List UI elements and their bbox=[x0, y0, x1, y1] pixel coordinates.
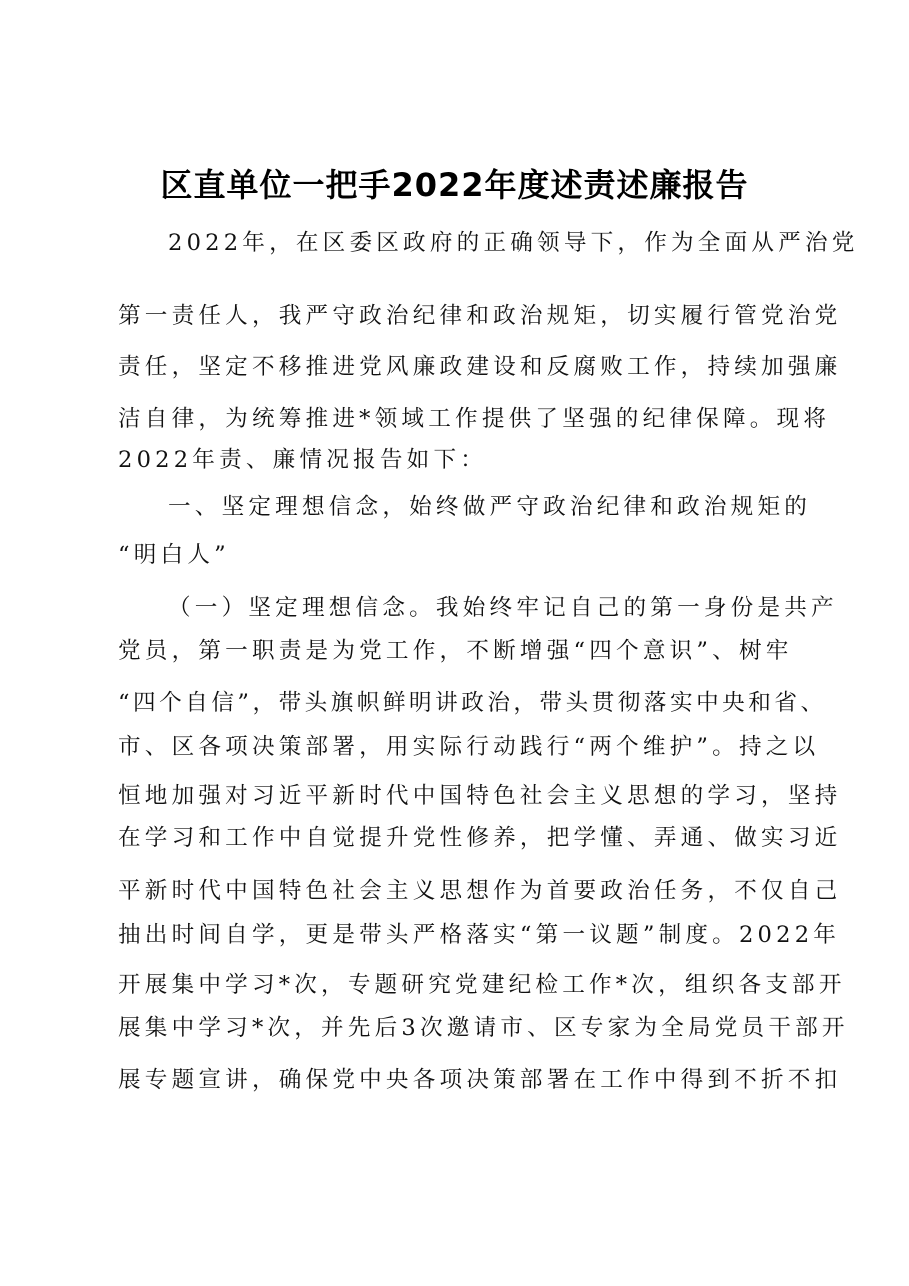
paragraph-line: 市、区各项决策部署，用实际行动践行“两个维护”。持之以 bbox=[118, 734, 820, 760]
paragraph-line: 在学习和工作中自觉提升党性修养，把学懂、弄通、做实习近 bbox=[118, 825, 842, 851]
paragraph-line: 展集中学习*次，并先后3次邀请市、区专家为全局党员干部开 bbox=[118, 1015, 849, 1041]
section-heading-line: “明白人” bbox=[118, 542, 230, 568]
paragraph-line: “四个自信”，带头旗帜鲜明讲政治，带头贯彻落实中央和省、 bbox=[118, 690, 827, 716]
section-heading-line: 一、坚定理想信念，始终做严守政治纪律和政治规矩的 bbox=[168, 494, 812, 520]
paragraph-line: 洁自律，为统筹推进*领域工作提供了坚强的纪律保障。现将 bbox=[118, 406, 831, 432]
paragraph-line: 开展集中学习*次，专题研究党建纪检工作*次，组织各支部开 bbox=[118, 972, 846, 998]
document-title: 区直单位一把手2022年度述责述廉报告 bbox=[160, 166, 749, 204]
paragraph-line: （一）坚定理想信念。我始终牢记自己的第一身份是共产 bbox=[168, 595, 838, 621]
paragraph-line: 2022年，在区委区政府的正确领导下，作为全面从严治党 bbox=[168, 230, 859, 256]
paragraph-line: 2022年责、廉情况报告如下： bbox=[118, 447, 488, 473]
paragraph-line: 第一责任人，我严守政治纪律和政治规矩，切实履行管党治党 bbox=[118, 303, 842, 329]
paragraph-line: 恒地加强对习近平新时代中国特色社会主义思想的学习，坚持 bbox=[118, 783, 842, 809]
paragraph-line: 责任，坚定不移推进党风廉政建设和反腐败工作，持续加强廉 bbox=[118, 354, 842, 380]
paragraph-line: 展专题宣讲，确保党中央各项决策部署在工作中得到不折不扣 bbox=[118, 1067, 842, 1093]
paragraph-line: 平新时代中国特色社会主义思想作为首要政治任务，不仅自己 bbox=[118, 878, 842, 904]
paragraph-line: 抽出时间自学，更是带头严格落实“第一议题”制度。2022年 bbox=[118, 922, 841, 948]
paragraph-line: 党员，第一职责是为党工作，不断增强“四个意识”、树牢 bbox=[118, 638, 793, 664]
